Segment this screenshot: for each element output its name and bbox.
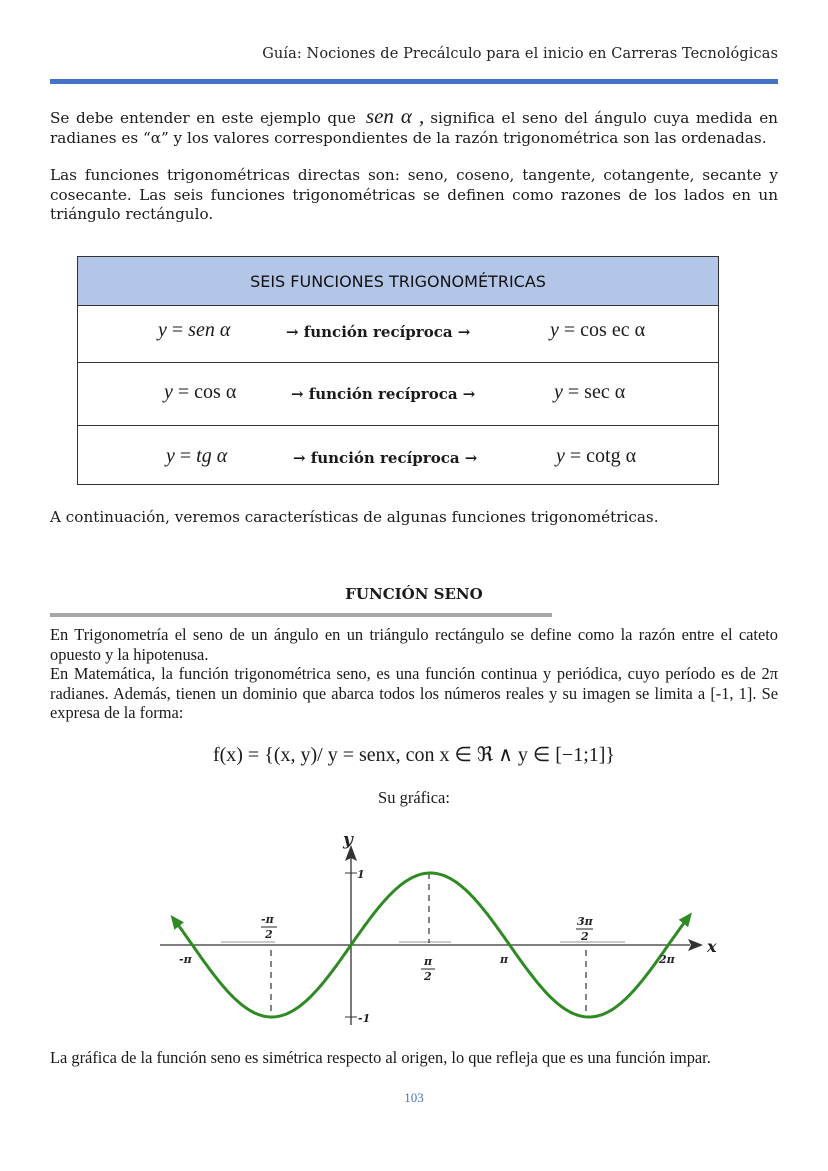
intro-p1-end: significa el seno del ángulo cuya medida en radianes es “α” y los valores correspondientes de la razón trigonométrica son las ordenadas. bbox=[50, 109, 778, 147]
label-three-half-pi-den: 2 bbox=[581, 930, 589, 943]
intro-paragraph-1 bbox=[50, 104, 778, 148]
intro-paragraph-2: Las funciones trigonométricas directas son: seno, coseno, tangente, cotangente, secante y cosecante. Las seis funciones trigonométricas se definen como razones de los lados en un triángulo rectángulo. bbox=[50, 166, 778, 223]
sine-graph bbox=[155, 825, 715, 1035]
curve-arrow-left-icon bbox=[171, 915, 184, 930]
x-axis-arrow-icon bbox=[688, 939, 703, 951]
table-row bbox=[78, 363, 719, 426]
y-axis-label: y bbox=[343, 830, 353, 850]
row-right-formula: y = sec α bbox=[554, 381, 626, 403]
label-neg-pi: -π bbox=[179, 953, 192, 966]
row-right-formula: y = cotg α bbox=[556, 445, 637, 467]
label-half-pi-num: π bbox=[424, 955, 433, 968]
continuation-text: A continuación, veremos características de algunas funciones trigonométricas. bbox=[50, 508, 659, 526]
sine-formula: f(x) = {(x, y)/ y = senx, con x ∈ ℜ ∧ y ∈ [−1;1]} bbox=[212, 744, 616, 766]
curve-arrow-right-icon bbox=[679, 912, 692, 927]
table-row bbox=[78, 306, 719, 363]
label-neg-half-pi-den: 2 bbox=[265, 928, 273, 941]
section-paragraph-2: En Matemática, la función trigonométrica seno, es una función continua y periódica, cuyo período es de 2π radianes. Además, tienen un dominio que abarca todos los números reales y su imagen se limita a [-1, 1]. Se expresa de la forma: bbox=[50, 664, 778, 722]
row-mid-label: → función recíproca → bbox=[291, 385, 476, 403]
label-two-pi: 2π bbox=[659, 953, 675, 966]
closing-paragraph: La gráfica de la función seno es simétrica respecto al origen, lo que refleja que es una función impar. bbox=[50, 1048, 711, 1067]
section-title: FUNCIÓN SENO bbox=[345, 585, 483, 603]
graph-caption: Su gráfica: bbox=[378, 788, 450, 807]
row-mid-label: → función recíproca → bbox=[293, 449, 478, 467]
page-number: 103 bbox=[404, 1090, 424, 1105]
row-mid-label: → función recíproca → bbox=[286, 323, 471, 341]
intro-p1-math: sen α , bbox=[365, 104, 425, 128]
intro-p1-start: Se debe entender en este ejemplo que bbox=[50, 109, 356, 127]
page-header: Guía: Nociones de Precálculo para el inicio en Carreras Tecnológicas bbox=[262, 46, 778, 62]
label-neg-half-pi-num: -π bbox=[261, 913, 274, 926]
section-rule bbox=[50, 613, 552, 617]
y-tick-label-top: 1 bbox=[357, 868, 365, 881]
label-three-half-pi-num: 3π bbox=[577, 915, 593, 928]
row-left-formula: y = tg α bbox=[166, 445, 228, 467]
row-right-formula: y = cos ec α bbox=[550, 319, 646, 341]
table-header: SEIS FUNCIONES TRIGONOMÉTRICAS bbox=[78, 257, 719, 306]
row-left-formula: y = cos α bbox=[164, 381, 237, 403]
table-row bbox=[78, 426, 719, 485]
header-rule bbox=[50, 79, 778, 84]
section-paragraph-1: En Trigonometría el seno de un ángulo en un triángulo rectángulo se define como la razón entre el cateto opuesto y la hipotenusa. bbox=[50, 625, 778, 664]
label-half-pi-den: 2 bbox=[424, 970, 432, 983]
y-tick-label-bottom: -1 bbox=[358, 1012, 371, 1025]
label-pi: π bbox=[500, 953, 509, 966]
x-axis-label: x bbox=[707, 937, 717, 956]
row-left-formula: y = sen α bbox=[158, 319, 231, 341]
trig-functions-table bbox=[77, 256, 719, 485]
